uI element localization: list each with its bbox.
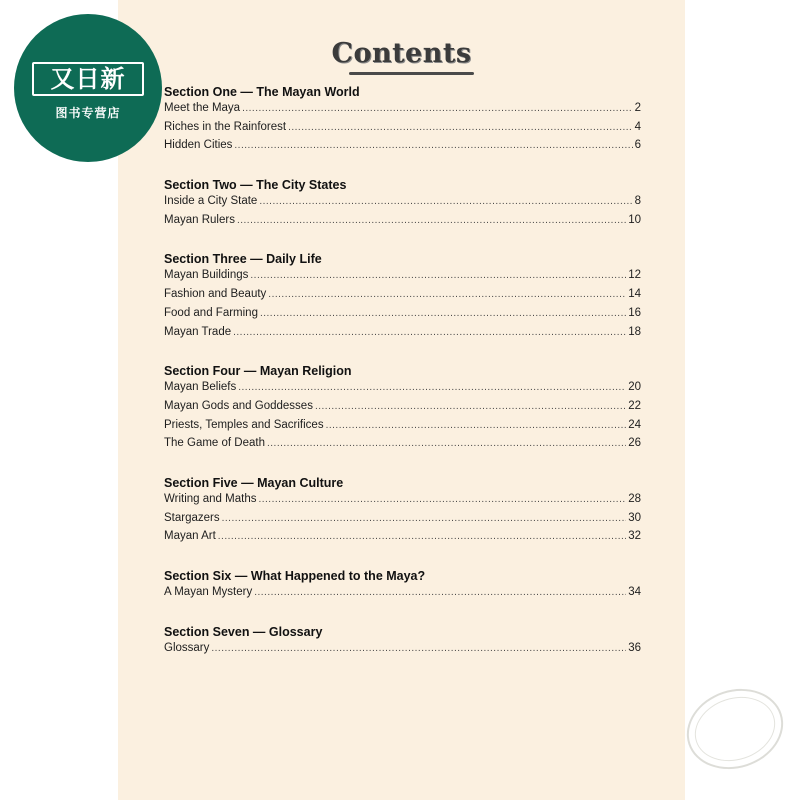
dot-leader xyxy=(259,196,632,207)
title-underline xyxy=(349,72,474,75)
toc-entry xyxy=(164,102,641,121)
page-number: 6 xyxy=(634,139,641,152)
section-heading: Section Two — The City States xyxy=(164,178,347,193)
book-page xyxy=(118,0,685,800)
section-heading: Section Five — Mayan Culture xyxy=(164,475,344,490)
entry-title: Meet the Maya xyxy=(164,102,241,114)
dot-leader xyxy=(258,494,626,505)
dot-leader xyxy=(218,531,626,542)
dot-leader xyxy=(242,103,633,114)
toc-section xyxy=(164,473,641,549)
toc-section xyxy=(164,82,641,158)
section-heading: Section Six — What Happened to the Maya? xyxy=(164,569,426,583)
dot-leader xyxy=(260,308,626,319)
page-number: 4 xyxy=(634,120,641,133)
toc-section xyxy=(164,361,641,456)
entry-title: Fashion and Beauty xyxy=(164,288,267,301)
entry-title: Mayan Art xyxy=(164,530,216,543)
table-of-contents xyxy=(164,82,641,677)
toc-entry xyxy=(164,586,641,605)
toc-entry xyxy=(164,307,641,326)
toc-section xyxy=(164,249,641,344)
toc-entry xyxy=(164,381,641,400)
page-number: 26 xyxy=(628,437,641,450)
watermark-stamp xyxy=(676,677,793,781)
toc-entry xyxy=(164,419,641,438)
section-heading: Section One — The Mayan World xyxy=(164,85,360,99)
entry-title: Priests, Temples and Sacrifices xyxy=(164,418,324,431)
entry-title: Mayan Gods and Goddesses xyxy=(164,399,313,412)
entry-title: Writing and Maths xyxy=(164,492,257,505)
page-number: 30 xyxy=(628,511,641,524)
entry-title: Mayan Rulers xyxy=(164,213,235,226)
page-number: 36 xyxy=(628,641,641,654)
entry-title: The Game of Death xyxy=(164,437,265,450)
entry-title: Hidden Cities xyxy=(164,139,233,152)
toc-section xyxy=(164,622,641,661)
dot-leader xyxy=(238,382,626,393)
dot-leader xyxy=(326,420,627,431)
dot-leader xyxy=(250,270,626,281)
dot-leader xyxy=(254,587,626,598)
page-number: 22 xyxy=(628,399,641,412)
toc-entry xyxy=(164,214,641,233)
logo-sub-text: 图书专营店 xyxy=(55,106,121,120)
page-number: 8 xyxy=(634,195,641,208)
toc-entry xyxy=(164,269,641,288)
section-heading: Section Three — Daily Life xyxy=(164,252,322,267)
page-number: 24 xyxy=(628,418,641,431)
toc-entry xyxy=(164,326,641,345)
dot-leader xyxy=(233,327,626,338)
section-heading: Section Seven — Glossary xyxy=(164,624,323,639)
dot-leader xyxy=(288,122,633,133)
page-number: 34 xyxy=(628,586,641,598)
toc-section xyxy=(164,175,641,232)
dot-leader xyxy=(315,401,626,412)
store-logo xyxy=(14,14,162,162)
dot-leader xyxy=(222,513,627,524)
entry-title: Inside a City State xyxy=(164,195,258,208)
page-number: 32 xyxy=(628,530,641,543)
entry-title: Riches in the Rainforest xyxy=(164,120,287,133)
toc-entry xyxy=(164,139,641,158)
toc-entry xyxy=(164,437,641,456)
section-heading: Section Four — Mayan Religion xyxy=(164,364,352,379)
entry-title: A Mayan Mystery xyxy=(164,586,253,598)
page-number: 10 xyxy=(628,213,641,226)
page-number: 2 xyxy=(634,102,641,114)
toc-entry xyxy=(164,493,641,512)
entry-title: Stargazers xyxy=(164,511,220,524)
entry-title: Glossary xyxy=(164,641,210,654)
page-title: Contents xyxy=(331,38,472,69)
entry-title: Mayan Beliefs xyxy=(164,381,237,394)
page-number: 12 xyxy=(628,269,641,282)
logo-main-text: 又日新 xyxy=(32,62,144,96)
page-number: 18 xyxy=(628,325,641,338)
entry-title: Food and Farming xyxy=(164,306,258,319)
page-number: 14 xyxy=(628,288,641,301)
toc-entry xyxy=(164,530,641,549)
toc-entry xyxy=(164,400,641,419)
toc-entry xyxy=(164,195,641,214)
entry-title: Mayan Trade xyxy=(164,325,232,338)
page-number: 28 xyxy=(628,492,641,505)
dot-leader xyxy=(237,215,626,226)
dot-leader xyxy=(234,140,632,151)
dot-leader xyxy=(211,643,626,654)
page-number: 16 xyxy=(628,306,641,319)
toc-section xyxy=(164,566,641,605)
toc-entry xyxy=(164,642,641,661)
dot-leader xyxy=(267,438,626,449)
toc-entry xyxy=(164,512,641,531)
dot-leader xyxy=(268,289,626,300)
page-number: 20 xyxy=(628,381,641,394)
entry-title: Mayan Buildings xyxy=(164,269,249,282)
toc-entry xyxy=(164,121,641,140)
toc-entry xyxy=(164,288,641,307)
